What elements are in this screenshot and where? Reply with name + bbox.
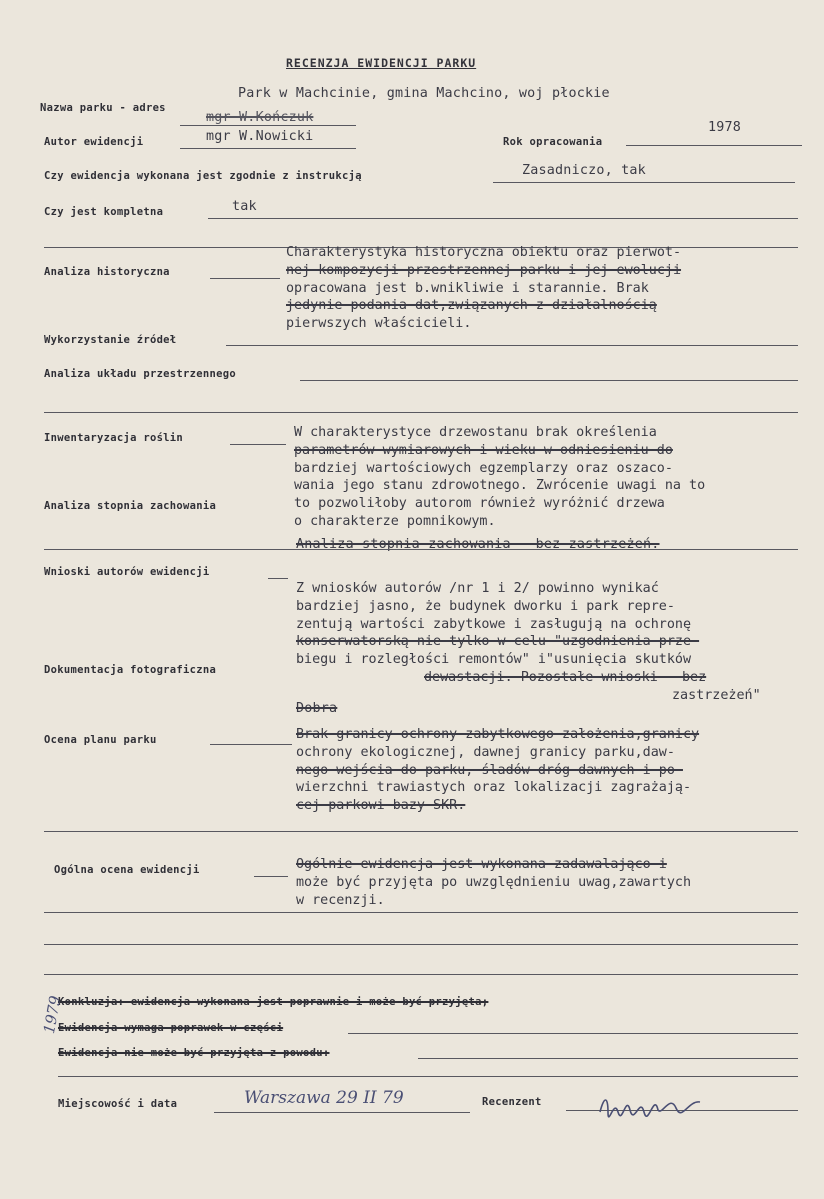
value-author: mgr W.Nowicki: [206, 129, 314, 144]
value-author-struck: mgr W.Kończuk: [206, 110, 314, 125]
text-line: jedynie podania dat,związanych z działalnością: [286, 298, 657, 314]
text-line: Charakterystyka historyczna obiektu oraz pierwot-: [286, 245, 682, 260]
margin-handwritten-note: 1979: [40, 994, 65, 1036]
text-line: Ogólnie ewidencja jest wykonana zadawalająco i: [296, 857, 667, 872]
label-park-name: Nazwa parku - adres: [40, 102, 166, 114]
conclusion-line-3: Ewidencja nie może być przyjęta z powodu:: [58, 1047, 330, 1059]
text-line: to pozwoliłoby autorom również wyróżnić drzewa: [294, 496, 665, 512]
text-line: nej kompozycji przestrzennej parku i jej ewolucji: [286, 262, 682, 278]
text-line: bardziej wartościowych egzemplarzy oraz oszaco-: [294, 460, 673, 476]
text-overall: [296, 856, 691, 909]
text-line: bardziej jasno, że budynek dworku i park repre-: [296, 598, 675, 614]
label-layout: Analiza układu przestrzennego: [44, 368, 237, 380]
value-year: 1978: [708, 120, 742, 135]
conclusion-line-1: Konkluzja: ewidencja wykonana jest poprawnie i może być przyjęta;: [58, 996, 489, 1008]
text-line: może być przyjęta po uwzględnieniu uwag,zawartych: [296, 874, 692, 890]
label-year: Rok opracowania: [503, 136, 603, 148]
label-reviewer: Recenzent: [482, 1096, 542, 1108]
label-photo-docs: Dokumentacja fotograficzna: [44, 664, 217, 676]
text-line: biegu i rozległości remontów" i"usunięcia skutków: [296, 652, 692, 668]
text-line: wierzchni trawiastych oraz lokalizacji zagrażają-: [296, 780, 692, 796]
value-park-name: Park w Machcinie, gmina Machcino, woj płockie: [238, 86, 610, 101]
text-line: nego wejścia do parku, śladów dróg dawnych i po-: [296, 762, 683, 778]
text-line: zentują wartości zabytkowe i zasługują na ochronę: [296, 616, 692, 632]
label-complete: Czy jest kompletna: [44, 206, 164, 218]
text-line: dewastacji. Pozostałe wnioski - bez: [424, 669, 707, 685]
text-line: o charakterze pomnikowym.: [294, 513, 496, 529]
text-line: konserwatorską nie tylko w celu "uzgodnienia prze-: [296, 634, 700, 650]
text-preservation: Analiza stopnia zachowania - bez zastrzeżeń.: [296, 537, 660, 552]
text-line: Brak granicy ochrony zabytkowego założenia,granicy: [296, 727, 700, 742]
text-line: pierwszych właścicieli.: [286, 316, 472, 332]
text-photo-docs: Dobra: [296, 701, 338, 716]
text-line: zastrzeżeń": [672, 687, 761, 703]
text-line: Z wniosków autorów /nr 1 i 2/ powinno wynikać: [296, 581, 659, 596]
text-line: cej parkowi bazy SKR.: [296, 798, 466, 814]
label-overall: Ogólna ocena ewidencji: [54, 864, 200, 876]
label-preservation: Analiza stopnia zachowania: [44, 500, 217, 512]
value-complete: tak: [232, 199, 257, 214]
label-historical: Analiza historyczna: [44, 266, 170, 278]
value-conformity: Zasadniczo, tak: [522, 163, 646, 178]
value-place-date: Warszawa 29 II 79: [244, 1088, 404, 1108]
label-conformity: Czy ewidencja wykonana jest zgodnie z instrukcją: [44, 170, 362, 182]
text-conclusions: [296, 580, 761, 705]
text-line: w recenzji.: [296, 892, 385, 908]
text-historical: [286, 244, 681, 333]
text-line: opracowana jest b.wnikliwie i starannie. Brak: [286, 280, 649, 296]
text-line: W charakterystyce drzewostanu brak określenia: [294, 425, 657, 440]
text-plan: [296, 726, 699, 815]
text-line: parametrów wymiarowych i wieku w odniesieniu do: [294, 442, 673, 458]
label-place-date: Miejscowość i data: [58, 1098, 178, 1110]
label-author: Autor ewidencji: [44, 136, 144, 148]
page-title: RECENZJA EWIDENCJI PARKU: [286, 56, 477, 70]
conclusion-line-2: Ewidencja wymaga poprawek w części: [58, 1022, 284, 1034]
text-inventory: [294, 424, 705, 531]
label-plan: Ocena planu parku: [44, 734, 157, 746]
label-inventory: Inwentaryzacja roślin: [44, 432, 184, 444]
label-conclusions: Wnioski autorów ewidencji: [44, 566, 210, 578]
label-sources: Wykorzystanie źródeł: [44, 334, 177, 346]
text-line: wania jego stanu zdrowotnego. Zwrócenie uwagi na to: [294, 478, 706, 494]
text-line: ochrony ekologicznej, dawnej granicy parku,daw-: [296, 744, 675, 760]
reviewer-signature: [596, 1090, 706, 1120]
